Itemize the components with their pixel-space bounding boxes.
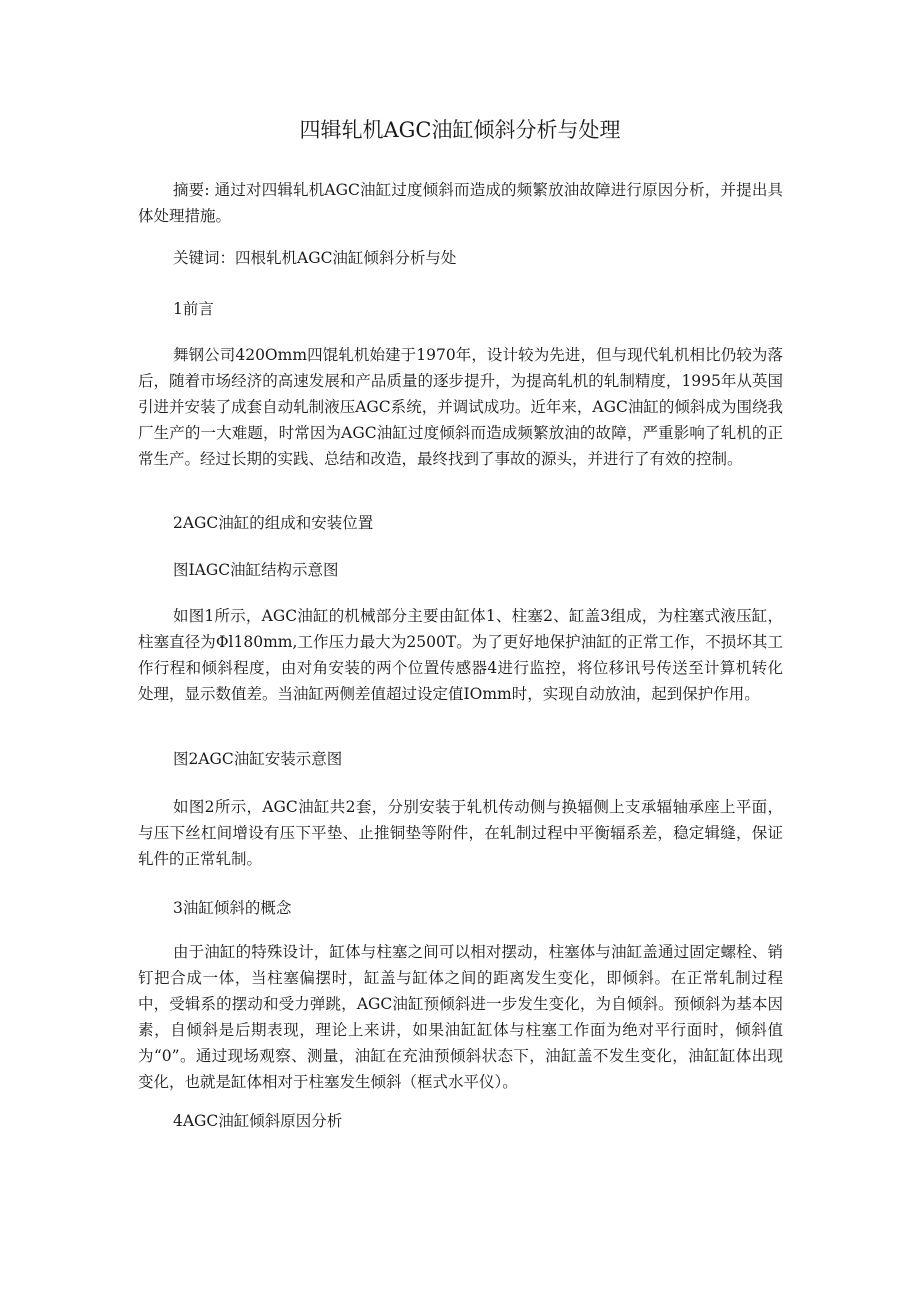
section-3-paragraph: 由于油缸的特殊设计，缸体与柱塞之间可以相对摆动，柱塞体与油缸盖通过固定螺栓、销钉把合成一体，当柱塞偏摆时，缸盖与缸体之间的距离发生变化，即倾斜。在正常轧制过程中，受辑系的摆动和受力弹跳，AGC油缸预倾斜进一步发生变化，为自倾斜。预倾斜为基本因素，自倾斜是后期表现，理论上来讲，如果油缸缸体与柱塞工作面为绝对平行面时，倾斜值为“0”。通过现场观察、测量，油缸在充油预倾斜状态下，油缸盖不发生变化，油缸缸体出现变化，也就是缸体相对于柱塞发生倾斜（框式水平仪）。 xyxy=(138,943,783,1091)
figure-1-caption: 图IAGC油缸结构示意图 xyxy=(173,561,339,579)
section-2-paragraph-2: 如图2所示，AGC油缸共2套，分别安装于轧机传动侧与换辐侧上支承辐轴承座上平面，与压下丝杠间增设有压下平垫、止推铜垫等附件，在轧制过程中平衡辐系差，稳定辑缝，保证轧件的正常轧制。 xyxy=(138,798,783,868)
document-title: 四辑轧机AGC油缸倾斜分析与处理 xyxy=(299,118,621,142)
section-2-paragraph-1: 如图1所示，AGC油缸的机械部分主要由缸体1、柱塞2、缸盖3组成，为柱塞式液压缸，柱塞直径为Φl180mm,工作压力最大为2500T。为了更好地保护油缸的正常工作，不损坏其工作行程和倾斜程度，由对角安装的两个位置传感器4进行监控，将位移讯号传送至计算机转化处理，显示数值差。当油缸两侧差值超过设定值IOmm时，实现自动放油，起到保护作用。 xyxy=(138,607,783,703)
section-3-heading: 3油缸倾斜的概念 xyxy=(173,899,292,917)
section-1-paragraph: 舞钢公司420Omm四馄轧机始建于1970年，设计较为先进，但与现代轧机相比仍较为落后，随着市场经济的高速发展和产品质量的逐步提升，为提高轧机的轧制精度，1995年从英国引进并安装了成套自动轧制液压AGC系统，并调试成功。近年来，AGC油缸的倾斜成为围绕我厂生产的一大难题，时常因为AGC油缸过度倾斜而造成频繁放油的故障，严重影响了轧机的正常生产。经过长期的实践、总结和改造，最终找到了事故的源头，并进行了有效的控制。 xyxy=(138,346,783,468)
keywords-line: 关键词：四根轧机AGC油缸倾斜分析与处 xyxy=(173,249,457,267)
abstract-paragraph: 摘要: 通过对四辑轧机AGC油缸过度倾斜而造成的频繁放油故障进行原因分析，并提出具体处理措施。 xyxy=(138,181,783,225)
section-1-heading: 1前言 xyxy=(173,300,214,318)
section-2-heading: 2AGC油缸的组成和安装位置 xyxy=(173,514,374,532)
figure-2-caption: 图2AGC油缸安装示意图 xyxy=(173,750,343,768)
section-4-heading: 4AGC油缸倾斜原因分析 xyxy=(173,1112,343,1130)
